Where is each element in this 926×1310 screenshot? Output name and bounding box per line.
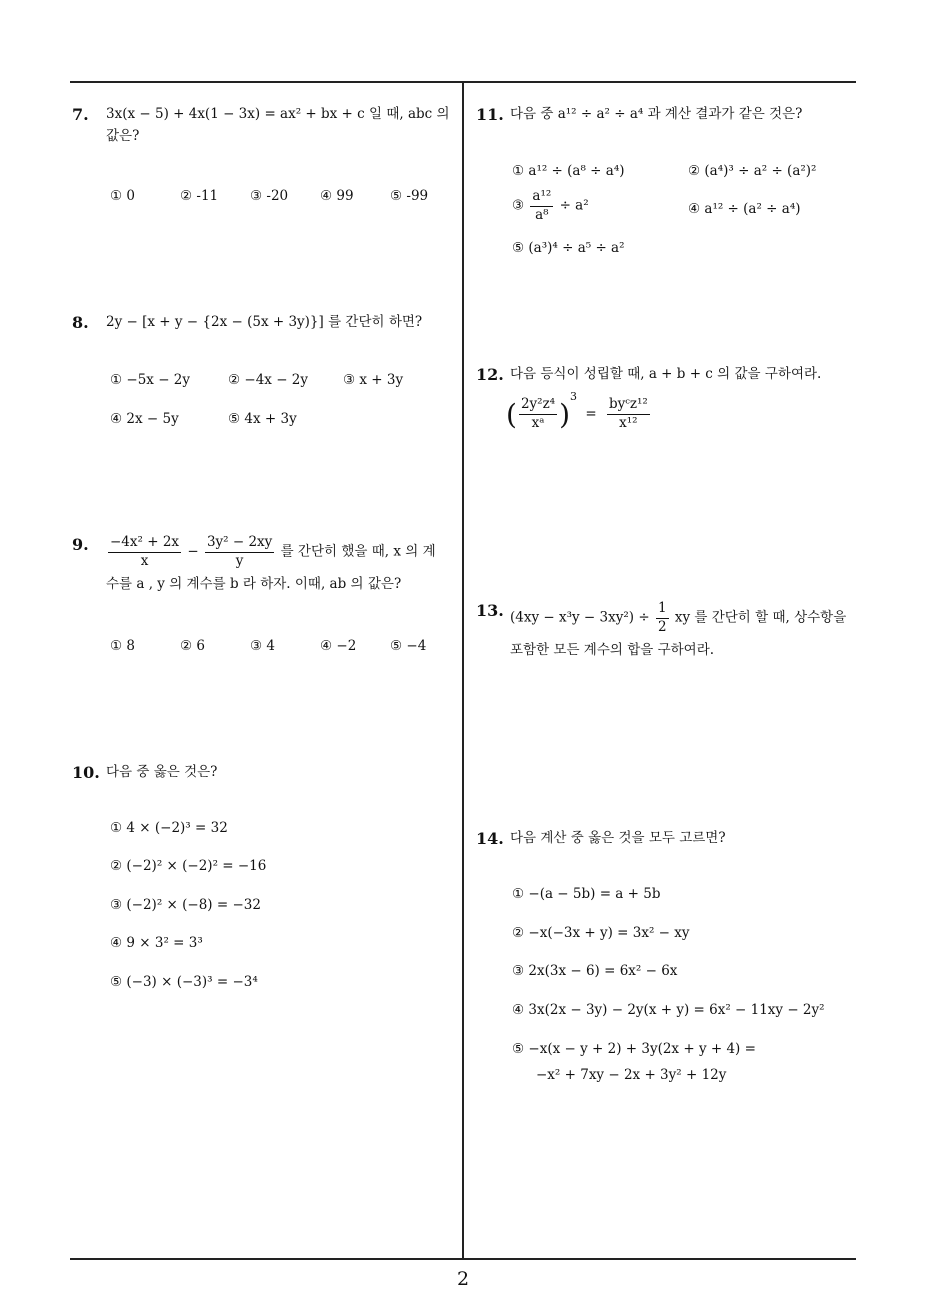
question-number: 11.	[476, 105, 504, 124]
question-stem: 다음 계산 중 옳은 것을 모두 고르면?	[510, 830, 726, 846]
question-14	[476, 828, 861, 850]
option-1[interactable]: ① −(a − 5b) = a + 5b	[512, 886, 661, 902]
question-number: 7.	[72, 105, 89, 124]
option-4[interactable]: ④ a¹² ÷ (a² ÷ a⁴)	[688, 201, 801, 217]
numerator: 1	[656, 600, 669, 619]
minus-sign: −	[187, 543, 199, 560]
fraction	[530, 188, 553, 224]
option-2[interactable]: ② (−2)² × (−2)² = −16	[110, 858, 267, 874]
page-number: 2	[456, 1268, 470, 1290]
option-2[interactable]: ② 6	[180, 638, 205, 654]
denominator: xᵃ	[531, 415, 545, 431]
denominator: a⁸	[535, 206, 549, 223]
option-5[interactable]: ⑤ −x(x − y + 2) + 3y(2x + y + 4) =	[512, 1041, 756, 1057]
numerator: 2y²z⁴	[519, 396, 557, 415]
option-4[interactable]: ④ 9 × 3² = 3³	[110, 935, 203, 951]
option-1[interactable]: ① a¹² ÷ (a⁸ ÷ a⁴)	[512, 163, 625, 179]
option-5[interactable]: ⑤ (−3) × (−3)³ = −3⁴	[110, 974, 258, 990]
question-stem: 다음 중 옳은 것은?	[106, 764, 218, 780]
option-5[interactable]: ⑤ −4	[390, 638, 427, 654]
question-number: 10.	[72, 763, 100, 782]
denominator: x	[140, 552, 149, 569]
numerator: 3y² − 2xy	[205, 534, 274, 553]
option-5-continuation: −x² + 7xy − 2x + 3y² + 12y	[536, 1067, 727, 1083]
option-2[interactable]: ② (a⁴)³ ÷ a² ÷ (a²)²	[688, 163, 817, 179]
question-8	[72, 312, 457, 334]
option-1[interactable]: ① −5x − 2y	[110, 372, 191, 388]
option-4[interactable]: ④ 99	[320, 188, 354, 204]
stem-line: 3x(x − 5) + 4x(1 − 3x) = ax² + bx + c 일 때, abc 의	[106, 106, 450, 122]
option-3[interactable]: ③ 2x(3x − 6) = 6x² − 6x	[512, 963, 678, 979]
stem-line: 값은?	[106, 127, 140, 144]
option-2[interactable]: ② −4x − 2y	[228, 372, 309, 388]
option-3[interactable]: ③ x + 3y	[343, 372, 404, 388]
equals-sign: =	[585, 406, 597, 422]
fraction	[607, 396, 650, 432]
denominator: y	[235, 552, 244, 569]
stem-line: 포함한 모든 계수의 합을 구하여라.	[510, 642, 715, 659]
question-9	[72, 534, 457, 596]
question-stem	[510, 600, 861, 662]
option-3[interactable]: ③ (−2)² × (−8) = −32	[110, 897, 261, 913]
stem-text: 를 간단히 했을 때, x 의 계	[280, 543, 436, 560]
question-number: 8.	[72, 313, 89, 332]
question-12	[476, 364, 861, 386]
question-number: 14.	[476, 829, 504, 848]
option-5[interactable]: ⑤ 4x + 3y	[228, 411, 297, 427]
numerator: a¹²	[530, 188, 553, 207]
fraction	[205, 534, 274, 570]
question-number: 13.	[476, 601, 504, 620]
option-2[interactable]: ② -11	[180, 188, 219, 204]
option-3[interactable]: ③ -20	[250, 188, 289, 204]
option-4[interactable]: ④ 3x(2x − 3y) − 2y(x + y) = 6x² − 11xy − 2y²	[512, 1002, 825, 1018]
option-2[interactable]: ② −x(−3x + y) = 3x² − xy	[512, 925, 690, 941]
denominator: 2	[657, 618, 667, 635]
denominator: x¹²	[619, 415, 638, 431]
bottom-rule	[70, 1258, 856, 1260]
option-3[interactable]	[512, 188, 589, 224]
question-number: 9.	[72, 535, 89, 554]
question-13	[476, 600, 861, 662]
column-divider	[462, 82, 464, 1259]
option-1[interactable]: ① 8	[110, 638, 135, 654]
question-10	[72, 762, 457, 784]
question-7	[72, 104, 457, 147]
numerator: −4x² + 2x	[108, 534, 181, 553]
stem-text: (4xy − x³y − 3xy²) ÷	[510, 609, 650, 626]
question-stem: 2y − [x + y − {2x − (5x + 3y)}] 를 간단히 하면?	[106, 314, 423, 330]
option-5[interactable]: ⑤ (a³)⁴ ÷ a⁵ ÷ a²	[512, 240, 625, 256]
question-stem	[106, 534, 457, 596]
fraction	[656, 600, 669, 636]
question-stem	[106, 104, 457, 147]
numerator: byᶜz¹²	[607, 396, 650, 415]
option-text: ÷ a²	[559, 197, 589, 214]
option-3[interactable]: ③ 4	[250, 638, 275, 654]
option-marker: ③	[512, 197, 525, 214]
option-5[interactable]: ⑤ -99	[390, 188, 429, 204]
stem-text: xy 를 간단히 할 때, 상수항을	[674, 609, 847, 626]
right-paren: )	[559, 398, 571, 431]
option-4[interactable]: ④ −2	[320, 638, 357, 654]
exponent: 3	[570, 390, 578, 403]
question-number: 12.	[476, 365, 504, 384]
fraction	[108, 534, 181, 570]
fraction	[519, 396, 557, 432]
option-4[interactable]: ④ 2x − 5y	[110, 411, 179, 427]
option-1[interactable]: ① 4 × (−2)³ = 32	[110, 820, 228, 836]
equation	[506, 390, 652, 433]
stem-line: 수를 a , y 의 계수를 b 라 하자. 이때, ab 의 값은?	[106, 576, 402, 593]
question-stem: 다음 중 a¹² ÷ a² ÷ a⁴ 과 계산 결과가 같은 것은?	[510, 106, 803, 122]
question-11	[476, 104, 861, 126]
left-paren: (	[506, 398, 517, 431]
question-stem: 다음 등식이 성립할 때, a + b + c 의 값을 구하여라.	[510, 366, 822, 382]
option-1[interactable]: ① 0	[110, 188, 135, 204]
